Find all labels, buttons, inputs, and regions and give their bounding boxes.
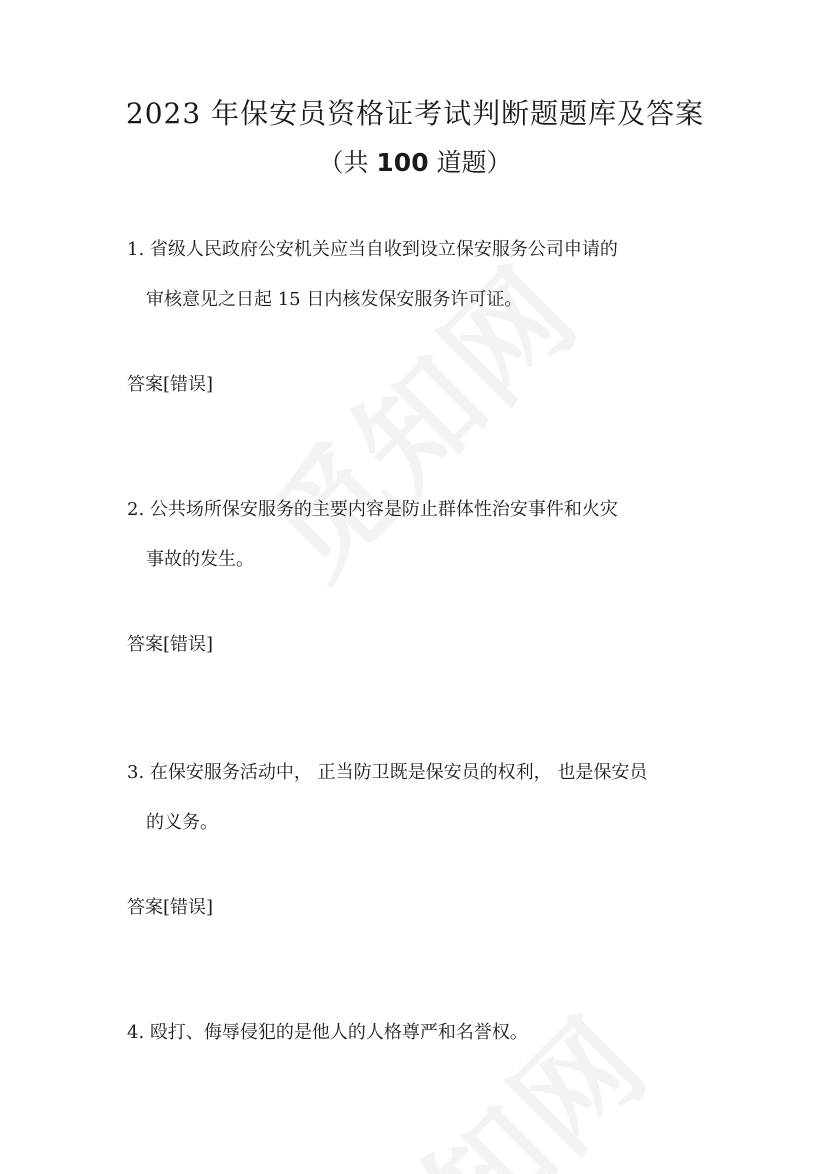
watermark (294, 974, 679, 1174)
question-text-line: 3. 在保安服务活动中， 正当防卫既是保安员的权利， 也是保安员 (127, 762, 648, 783)
question-answer: 答案[错误] (127, 634, 214, 655)
question-item (127, 1021, 707, 1071)
question-item (127, 238, 707, 338)
question-text-line: 的义务。 (146, 812, 218, 833)
question-text-line: 事故的发生。 (146, 549, 254, 570)
question-count: 100 (376, 148, 429, 177)
question-text-line: 2. 公共场所保安服务的主要内容是防止群体性治安事件和火灾 (127, 499, 618, 520)
question-answer: 答案[错误] (127, 897, 214, 918)
question-item (127, 498, 707, 598)
question-answer: 答案[错误] (127, 374, 214, 395)
question-item (127, 761, 707, 861)
document-subtitle (0, 143, 830, 179)
subtitle-prefix: （共 (318, 148, 377, 177)
question-text-line: 审核意见之日起 15 日内核发保安服务许可证。 (146, 289, 523, 310)
document-title: 2023 年保安员资格证考试判断题题库及答案 (125, 97, 705, 130)
subtitle-suffix: 道题） (428, 148, 512, 177)
question-text-line: 4. 殴打、侮辱侵犯的是他人的人格尊严和名誉权。 (127, 1022, 528, 1043)
question-text-line: 1. 省级人民政府公安机关应当自收到设立保安服务公司申请的 (127, 239, 618, 260)
